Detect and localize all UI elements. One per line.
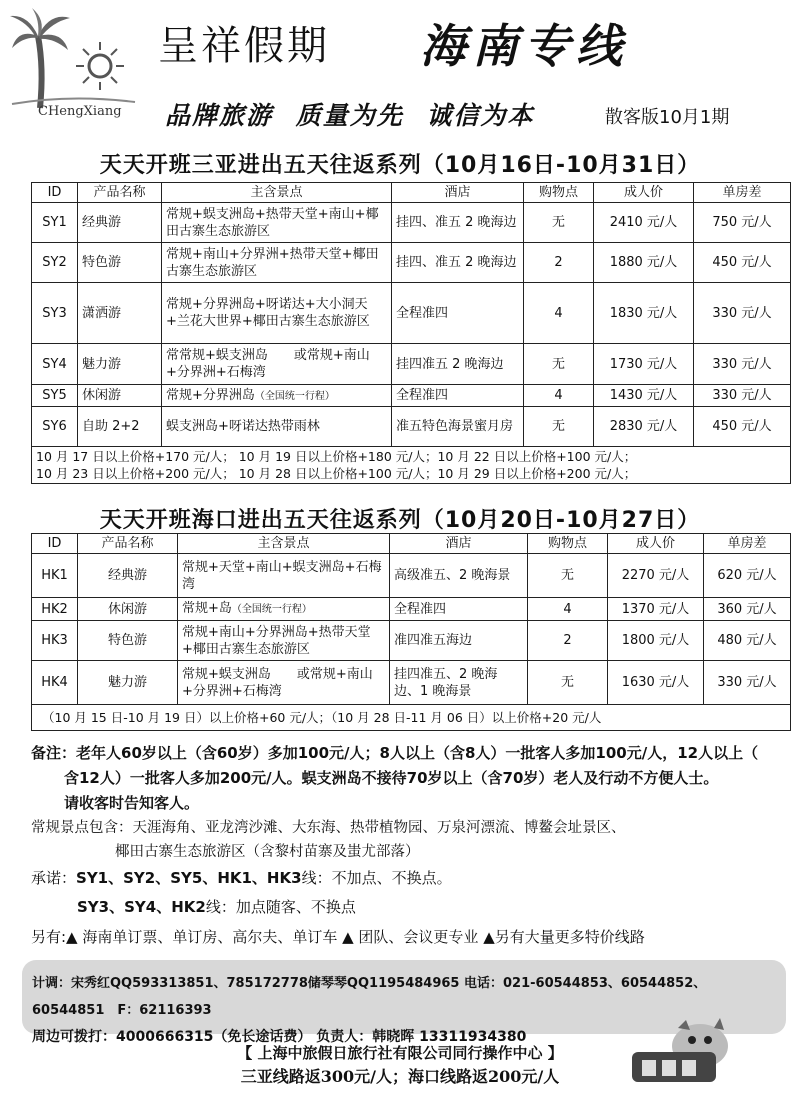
slogan: 品牌旅游 质量为先 诚信为本 bbox=[165, 101, 535, 130]
regular-sights-line: 椰田古寨生态旅游区（含黎村苗寨及蚩尤部落） bbox=[115, 844, 420, 860]
route-single: 330 元/人 bbox=[694, 385, 791, 407]
contact-line: 周边可拨打：4000666315（免长途话费） 负责人：韩晓晖 13311934380 bbox=[32, 1029, 527, 1045]
route-price: 2830 元/人 bbox=[594, 407, 694, 447]
route-id: SY5 bbox=[32, 385, 78, 407]
route-hotel: 高级准五、2 晚海景 bbox=[390, 554, 528, 598]
remark-line: 请收客时告知客人。 bbox=[64, 794, 200, 812]
sights-text: 常规+岛 bbox=[182, 601, 232, 616]
sanya-route-table bbox=[31, 182, 791, 484]
route-name: 潇洒游 bbox=[78, 283, 162, 344]
header-sights: 主含景点 bbox=[162, 183, 392, 203]
route-shopping: 2 bbox=[524, 243, 594, 283]
route-id: SY1 bbox=[32, 203, 78, 243]
route-hotel: 挂四准五、2 晚海边、1 晚海景 bbox=[390, 661, 528, 705]
route-name: 经典游 bbox=[78, 554, 178, 598]
surcharge-line: 10 月 17 日以上价格+170 元/人； 10 月 19 日以上价格+180 元/人；10 月 22 日以上价格+100 元/人； bbox=[36, 449, 637, 464]
route-single: 620 元/人 bbox=[704, 554, 791, 598]
footer-organization: 【 上海中旅假日旅行社有限公司同行操作中心 】 bbox=[237, 1044, 563, 1062]
route-sights bbox=[178, 598, 390, 621]
route-shopping: 无 bbox=[524, 407, 594, 447]
route-sights bbox=[162, 203, 392, 243]
table-row bbox=[32, 344, 791, 385]
route-shopping: 无 bbox=[528, 554, 608, 598]
route-single: 480 元/人 bbox=[704, 621, 791, 661]
footer-rebate: 三亚线路返300元/人；海口线路返200元/人 bbox=[240, 1067, 560, 1086]
remark-line: 备注：老年人60岁以上（含60岁）多加100元/人；8人以上（含8人）一批客人多加100元/人，12人以上（ bbox=[31, 744, 759, 762]
sights-note: （全国统一行程） bbox=[231, 604, 312, 615]
route-hotel: 挂四、准五 2 晚海边 bbox=[392, 243, 524, 283]
promise-routes: SY3、SY4、HK2 bbox=[77, 898, 206, 916]
table-row bbox=[32, 407, 791, 447]
header-shopping: 购物点 bbox=[524, 183, 594, 203]
route-sights bbox=[162, 344, 392, 385]
promise-text: 线：不加点、不换点。 bbox=[301, 869, 452, 887]
header bbox=[0, 0, 800, 140]
route-id: SY3 bbox=[32, 283, 78, 344]
surcharge-row bbox=[32, 705, 791, 731]
route-id: SY2 bbox=[32, 243, 78, 283]
route-hotel: 准五特色海景蜜月房 bbox=[392, 407, 524, 447]
route-single: 330 元/人 bbox=[694, 344, 791, 385]
contact-line: 计调：宋秀红QQ593313851、785172778储琴琴QQ1195484965 电话：021-60544853、60544852、60544851 F：62116393 bbox=[32, 976, 707, 1018]
route-single: 330 元/人 bbox=[704, 661, 791, 705]
route-id: HK1 bbox=[32, 554, 78, 598]
route-price: 1800 元/人 bbox=[608, 621, 704, 661]
route-single: 330 元/人 bbox=[694, 283, 791, 344]
route-single: 450 元/人 bbox=[694, 243, 791, 283]
sights-text: 常规+分界洲岛+呀诺达+大小洞天+兰花大世界+椰田古寨生态旅游区 bbox=[166, 297, 370, 329]
route-price: 2410 元/人 bbox=[594, 203, 694, 243]
route-name: 特色游 bbox=[78, 243, 162, 283]
route-id: HK2 bbox=[32, 598, 78, 621]
promise-line bbox=[31, 864, 791, 893]
route-shopping: 无 bbox=[524, 344, 594, 385]
route-sights bbox=[178, 661, 390, 705]
route-id: HK3 bbox=[32, 621, 78, 661]
header-product-name: 产品名称 bbox=[78, 183, 162, 203]
table-row bbox=[32, 661, 791, 705]
table-header-row bbox=[32, 534, 791, 554]
route-shopping: 无 bbox=[528, 661, 608, 705]
route-price: 1730 元/人 bbox=[594, 344, 694, 385]
surcharge-row bbox=[32, 447, 791, 484]
notes-section bbox=[31, 741, 791, 952]
sights-text: 常规+天堂+南山+蜈支洲岛+石梅湾 bbox=[182, 559, 382, 592]
header-id: ID bbox=[32, 183, 78, 203]
promise-text: 线：加点随客、不换点 bbox=[205, 898, 356, 916]
header-hotel: 酒店 bbox=[390, 534, 528, 554]
route-name: 特色游 bbox=[78, 621, 178, 661]
route-name: 休闲游 bbox=[78, 598, 178, 621]
sights-text: 常规+南山+分界洲+热带天堂+椰田古寨生态旅游区 bbox=[166, 246, 379, 279]
route-price: 1370 元/人 bbox=[608, 598, 704, 621]
route-price: 1430 元/人 bbox=[594, 385, 694, 407]
haikou-route-table bbox=[31, 533, 791, 731]
edition-label: 散客版10月1期 bbox=[605, 107, 730, 128]
promise-routes: SY1、SY2、SY5、HK1、HK3 bbox=[76, 869, 302, 887]
table-header-row bbox=[32, 183, 791, 203]
dragon-badge-icon bbox=[628, 1018, 738, 1088]
header-adult-price: 成人价 bbox=[594, 183, 694, 203]
sights-text: 常规+蜈支洲岛 或常规+南山+分界洲+石梅湾 bbox=[182, 666, 373, 699]
header-single-supplement: 单房差 bbox=[704, 534, 791, 554]
haikou-surcharge-note: （10 月 15 日-10 月 19 日）以上价格+60 元/人；（10 月 28 日-11 月 06 日）以上价格+20 元/人 bbox=[32, 705, 791, 731]
route-shopping: 4 bbox=[524, 283, 594, 344]
route-shopping: 2 bbox=[528, 621, 608, 661]
table-row bbox=[32, 283, 791, 344]
sanya-surcharge-note bbox=[32, 447, 791, 484]
table-row bbox=[32, 243, 791, 283]
header-sights: 主含景点 bbox=[178, 534, 390, 554]
table-row bbox=[32, 385, 791, 407]
route-shopping: 无 bbox=[524, 203, 594, 243]
brand-title: 呈祥假期 bbox=[158, 23, 330, 69]
route-single: 450 元/人 bbox=[694, 407, 791, 447]
sights-text: 常规+分界洲岛 bbox=[166, 387, 255, 403]
route-hotel: 挂四、准五 2 晚海边 bbox=[392, 203, 524, 243]
route-hotel: 全程准四 bbox=[390, 598, 528, 621]
table-row bbox=[32, 621, 791, 661]
remark-line: 含12人）一批客人多加200元/人。蜈支洲岛不接待70岁以上（含70岁）老人及行动不方便人士。 bbox=[64, 769, 719, 787]
sights-text: 常规+南山+分界洲岛+热带天堂+椰田古寨生态旅游区 bbox=[182, 624, 371, 657]
table-row bbox=[32, 203, 791, 243]
sights-text: 蜈支洲岛+呀诺达热带雨林 bbox=[166, 419, 320, 434]
route-single: 360 元/人 bbox=[704, 598, 791, 621]
haikou-section-title: 天天开班海口进出五天往返系列（10月20日-10月27日） bbox=[99, 508, 701, 533]
logo-text: CHengXiang bbox=[38, 104, 122, 119]
route-sights bbox=[162, 407, 392, 447]
promise-label: 承诺： bbox=[31, 869, 77, 887]
route-name: 休闲游 bbox=[78, 385, 162, 407]
route-sights bbox=[178, 621, 390, 661]
route-sights bbox=[162, 243, 392, 283]
route-sights bbox=[162, 283, 392, 344]
route-shopping: 4 bbox=[528, 598, 608, 621]
header-single-supplement: 单房差 bbox=[694, 183, 791, 203]
route-hotel: 挂四准五 2 晚海边 bbox=[392, 344, 524, 385]
route-hotel: 准四准五海边 bbox=[390, 621, 528, 661]
table-row bbox=[32, 554, 791, 598]
sights-text: 常常规+蜈支洲岛 或常规+南山+分界洲+石梅湾 bbox=[166, 348, 370, 380]
route-price: 1630 元/人 bbox=[608, 661, 704, 705]
route-hotel: 全程准四 bbox=[392, 283, 524, 344]
route-id: HK4 bbox=[32, 661, 78, 705]
route-id: SY4 bbox=[32, 344, 78, 385]
header-shopping: 购物点 bbox=[528, 534, 608, 554]
header-hotel: 酒店 bbox=[392, 183, 524, 203]
regular-sights-line: 常规景点包含：天涯海角、亚龙湾沙滩、大东海、热带植物园、万泉河漂流、博鳌会址景区、 bbox=[31, 820, 626, 836]
route-price: 1880 元/人 bbox=[594, 243, 694, 283]
route-shopping: 4 bbox=[524, 385, 594, 407]
sanya-section-title: 天天开班三亚进出五天往返系列（10月16日-10月31日） bbox=[99, 153, 701, 178]
route-hotel: 全程准四 bbox=[392, 385, 524, 407]
route-price: 2270 元/人 bbox=[608, 554, 704, 598]
route-name: 自助 2+2 bbox=[78, 407, 162, 447]
promise-line bbox=[31, 893, 791, 922]
route-sights bbox=[162, 385, 392, 407]
line-title: 海南专线 bbox=[420, 19, 628, 73]
header-adult-price: 成人价 bbox=[608, 534, 704, 554]
header-product-name: 产品名称 bbox=[78, 534, 178, 554]
route-price: 1830 元/人 bbox=[594, 283, 694, 344]
header-id: ID bbox=[32, 534, 78, 554]
other-services-line: 另有:▲ 海南单订票、单订房、高尔夫、单订车 ▲ 团队、会议更专业 ▲另有大量更多特价线路 bbox=[31, 928, 645, 946]
route-sights bbox=[178, 554, 390, 598]
route-name: 经典游 bbox=[78, 203, 162, 243]
surcharge-line: 10 月 23 日以上价格+200 元/人； 10 月 28 日以上价格+100 元/人；10 月 29 日以上价格+200 元/人； bbox=[36, 466, 637, 481]
table-row bbox=[32, 598, 791, 621]
route-name: 魅力游 bbox=[78, 344, 162, 385]
sights-note: （全国统一行程） bbox=[254, 390, 335, 402]
route-name: 魅力游 bbox=[78, 661, 178, 705]
route-single: 750 元/人 bbox=[694, 203, 791, 243]
sights-text: 常规+蜈支洲岛+热带天堂+南山+椰田古寨生态旅游区 bbox=[166, 206, 379, 239]
route-id: SY6 bbox=[32, 407, 78, 447]
